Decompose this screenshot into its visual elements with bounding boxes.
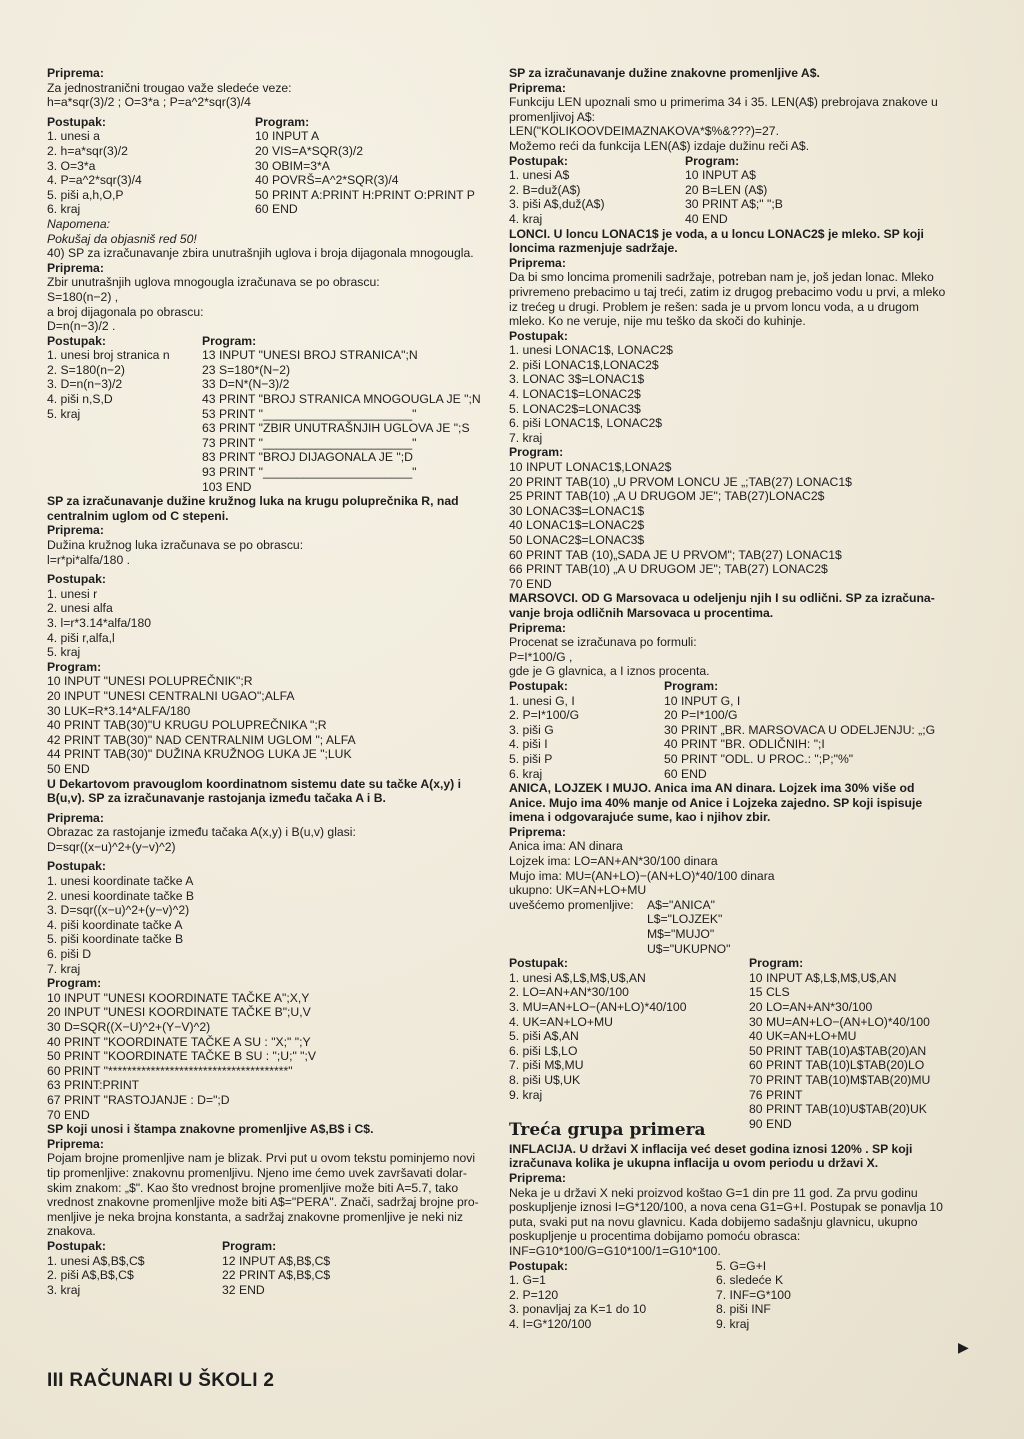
text-line: promenljivoj A$: (509, 109, 596, 124)
text-line: h=a*sqr(3)/2 ; O=3*a ; P=a^2*sqr(3)/4 (47, 95, 251, 110)
left-cell: 1. unesi A$,B$,C$ (47, 1253, 145, 1268)
left-cell: 2. h=a*sqr(3)/2 (47, 143, 128, 158)
left-cell: 4. kraj (509, 211, 543, 226)
left-cell: 5. piši P (509, 751, 553, 766)
two-column-row (47, 1239, 491, 1254)
left-column (47, 66, 491, 1297)
two-column-row (509, 694, 957, 709)
right-cell: 32 END (222, 1282, 265, 1297)
right-cell: 63 PRINT "ZBIR UNUTRAŠNJIH UGLOVA JE ";S (202, 421, 470, 436)
two-column-row (47, 173, 491, 188)
text-line: 7. kraj (509, 430, 543, 445)
text-line: 10 INPUT "UNESI KOORDINATE TAČKE A";X,Y (47, 990, 310, 1005)
text-line: a broj dijagonala po obrascu: (47, 304, 204, 319)
left-cell: 7. piši M$,MU (509, 1058, 584, 1073)
text-line: 3. l=r*3.14*alfa/180 (47, 615, 152, 630)
two-column-row (47, 1268, 491, 1283)
left-cell: 2. piši A$,B$,C$ (47, 1268, 134, 1283)
left-cell: 1. unesi A$,L$,M$,U$,AN (509, 970, 646, 985)
text-line: 60 PRINT TAB (10)„SADA JE U PRVOM"; TAB(27) LONAC1$ (509, 547, 842, 562)
paragraph: Pojam brojne promenljive nam je blizak. Prvi put u ovom tekstu pominjemo novi tip promenljive: znakovnu promenljivu. Njeno ime ćemo uvek završavati dolar-skim znakom: „$". Kao što vrednost brojne promenljive može biti A=5.7, tako vrednost znakovne promenljive može biti A$="PERA". Znači, sadržaj brojne pro-menljive je neka brojna konstanta, a sadržaj znakovne promenljive je neki niz znakova. (47, 1151, 479, 1239)
two-column-row (509, 1317, 957, 1332)
left-cell: 2. S=180(n−2) (47, 362, 125, 377)
two-column-row (509, 1116, 957, 1140)
two-column-row (509, 752, 957, 767)
two-column-row (509, 1088, 957, 1103)
two-column-row (509, 168, 957, 183)
text-line: 67 PRINT "RASTOJANJE : D=";D (47, 1092, 230, 1107)
two-column-row (509, 1102, 957, 1117)
bold-text-line: SP za izračunavanje dužine kružnog luka na krugu poluprečnika R, nad (47, 494, 459, 509)
text-line: 50 LONAC2$=LONAC3$ (509, 533, 645, 547)
right-cell: 90 END (749, 1116, 792, 1131)
right-cell: 30 PRINT „BR. MARSOVACA U ODELJENJU: „;G (664, 722, 936, 737)
right-cell: 22 PRINT A$,B$,C$ (222, 1268, 331, 1283)
two-column-row (509, 1015, 957, 1030)
text-line: 2. piši LONAC1$,LONAC2$ (509, 357, 659, 372)
right-cell: 40 END (685, 211, 728, 226)
text-line: Procenat se izračunava po formuli: (509, 635, 697, 650)
text-line: 10 INPUT "UNESI POLUPREČNIK";R (47, 674, 253, 689)
left-cell: 1. unesi G, I (509, 693, 575, 708)
text-line: 40 PRINT "KOORDINATE TAČKE A SU : "X;" ";Y (47, 1034, 311, 1049)
two-column-row (509, 956, 957, 971)
text-line: 70 END (47, 1107, 90, 1122)
right-cell: 60 END (255, 202, 298, 217)
bold-text-line: loncima razmenjuje sadržaje. (509, 241, 678, 256)
two-column-row (509, 212, 957, 227)
text-line: 44 PRINT TAB(30)" DUŽINA KRUŽNOG LUKA JE ";LUK (47, 747, 352, 762)
text-line: 25 PRINT TAB(10) „A U DRUGOM JE"; TAB(27)LONAC2$ (509, 489, 825, 504)
bold-text-line: Priprema: (47, 66, 104, 80)
text-line: 10 INPUT LONAC1$,LONA2$ (509, 460, 672, 475)
left-cell: 3. piši A$,duž(A$) (509, 197, 605, 212)
two-column-row (509, 723, 957, 738)
two-column-row (509, 1273, 957, 1288)
text-line: 70 END (509, 576, 552, 591)
right-cell: 30 OBIM=3*A (255, 158, 330, 173)
text-line: 2. unesi koordinate tačke B (47, 888, 195, 903)
right-cell: 6. sledeće K (716, 1273, 784, 1288)
text-line: 20 INPUT "UNESI CENTRALNI UGAO";ALFA (47, 688, 295, 703)
text-line: ukupno: UK=AN+LO+MU (509, 883, 647, 898)
right-cell: 50 PRINT A:PRINT H:PRINT O:PRINT P (255, 187, 475, 202)
right-cell: 40 POVRŠ=A^2*SQR(3)/4 (255, 173, 399, 188)
right-cell: Program: (202, 333, 257, 348)
right-cell: 40 PRINT "BR. ODLIČNIH: ";I (664, 737, 825, 752)
bold-text-line: B(u,v). SP za izračunavanje rastojanja između tačaka A i B. (47, 791, 386, 806)
bold-text-line: Postupak: (47, 859, 106, 874)
two-column-row (47, 115, 491, 130)
left-cell: 1. unesi a (47, 129, 100, 144)
right-cell: Program: (685, 153, 740, 168)
two-column-row (509, 708, 957, 723)
left-cell: uvešćemo promenljive: (509, 897, 634, 912)
bold-text-line: SP za izračunavanje dužine znakovne promenljive A$. (509, 66, 820, 80)
text-line: Funkciju LEN upoznali smo u primerima 34 i 35. LEN(A$) prebrojava znakove u (509, 95, 938, 110)
two-column-row (509, 767, 957, 782)
right-cell: 50 PRINT "ODL. U PROC.: ";P;"%" (664, 751, 854, 766)
text-line: Mujo ima: MU=(AN+LO)−(AN+LO)*40/100 dinara (509, 868, 775, 883)
text-line: Lojzek ima: LO=AN+AN*30/100 dinara (509, 854, 718, 869)
bold-text-line: Priprema: (509, 620, 566, 635)
left-cell: 6. kraj (47, 202, 81, 217)
bold-text-line: LONCI. U loncu LONAC1$ je voda, a u loncu LONAC2$ je mleko. SP koji (509, 226, 924, 241)
text-line: 6. piši D (47, 947, 92, 962)
left-cell: 6. kraj (509, 766, 543, 781)
left-cell: Postupak: (47, 114, 106, 129)
bold-text-line: Priprema: (47, 810, 104, 825)
right-cell: 10 INPUT A (255, 129, 320, 144)
left-cell: 3. piši G (509, 722, 554, 737)
left-cell: 2. P=120 (509, 1287, 559, 1302)
right-cell: 23 S=180*(N−2) (202, 362, 291, 377)
right-column (509, 66, 957, 1331)
right-cell: 20 VIS=A*SQR(3)/2 (255, 143, 364, 158)
right-cell: 30 PRINT A$;" ";B (685, 197, 783, 212)
bold-text-line: centralnim uglom od C stepeni. (47, 508, 229, 523)
bold-text-line: vanje broja odličnih Marsovaca u procentima. (509, 605, 774, 620)
text-line: 20 PRINT TAB(10) „U PRVOM LONCU JE „;TAB(27) LONAC1$ (509, 474, 852, 489)
page-footer: III RAČUNARI U ŠKOLI 2 (47, 1370, 275, 1391)
bold-text-line: Postupak: (47, 572, 106, 587)
left-cell: 6. piši L$,LO (509, 1043, 578, 1058)
left-cell: 8. piši U$,UK (509, 1072, 581, 1087)
two-column-row (47, 1283, 491, 1298)
two-column-row (47, 1254, 491, 1269)
bold-text-line: Priprema: (509, 1170, 566, 1185)
text-line: D=sqr((x−u)^2+(y−v)^2) (47, 839, 176, 854)
bold-text-line: Program: (47, 659, 102, 674)
two-column-row (47, 129, 491, 144)
two-column-row (509, 1044, 957, 1059)
text-line: 20 INPUT "UNESI KOORDINATE TAČKE B";U,V (47, 1005, 311, 1020)
next-page-arrow-icon: ▶ (958, 1339, 969, 1355)
right-cell: 7. INF=G*100 (716, 1287, 791, 1302)
right-cell: 40 UK=AN+LO+MU (749, 1029, 857, 1044)
right-cell: Program: (749, 956, 804, 971)
text-line: Možemo reći da funkcija LEN(A$) izdaje dužinu reči A$. (509, 138, 810, 153)
two-column-row (47, 202, 491, 217)
two-column-row (509, 679, 957, 694)
left-cell: Postupak: (509, 153, 568, 168)
two-column-row (47, 392, 491, 407)
text-line: 4. LONAC1$=LONAC2$ (509, 387, 641, 402)
two-column-row (509, 912, 957, 927)
two-column-row (509, 927, 957, 942)
two-column-row (47, 450, 491, 465)
left-cell: 3. kraj (47, 1282, 81, 1297)
right-cell: Program: (222, 1238, 277, 1253)
bold-text-line: Anice. Mujo ima 40% manje od Anice i Lojzeka zajedno. SP koji ispisuje (509, 795, 923, 810)
right-cell: 76 PRINT (749, 1087, 803, 1102)
left-cell: 3. MU=AN+LO−(AN+LO)*40/100 (509, 1000, 687, 1014)
text-line: 30 LUK=R*3.14*ALFA/180 (47, 703, 191, 718)
two-column-row (509, 898, 957, 913)
left-cell: 2. LO=AN+AN*30/100 (509, 985, 629, 1000)
right-cell: 5. G=G+I (716, 1258, 767, 1273)
right-cell: 20 P=I*100/G (664, 708, 738, 723)
right-cell: 8. piši INF (716, 1302, 771, 1317)
text-line: LEN("KOLIKOOVDEIMAZNAKOVA*$%&???)=27. (509, 124, 779, 139)
text-line: Zbir unutrašnjih uglova mnogougla izračunava se po obrascu: (47, 275, 380, 290)
text-line: Pokušaj da objasniš red 50! (47, 231, 197, 246)
bold-text-line: Priprema: (47, 1136, 104, 1151)
text-line: 63 PRINT:PRINT (47, 1078, 140, 1093)
left-cell: 5. piši A$,AN (509, 1029, 579, 1044)
bold-text-line: INFLACIJA. U državi X inflacija već deset godina iznosi 120% . SP koji (509, 1141, 913, 1156)
right-cell: L$="LOJZEK" (647, 912, 723, 927)
text-line: 5. piši koordinate tačke B (47, 932, 184, 947)
left-cell: Postupak: (509, 956, 568, 971)
two-column-row (47, 480, 491, 495)
text-line: 3. LONAC 3$=LONAC1$ (509, 372, 645, 387)
left-cell: Postupak: (509, 678, 568, 693)
right-cell: 12 INPUT A$,B$,C$ (222, 1253, 331, 1268)
two-column-row (47, 407, 491, 422)
left-cell: 4. I=G*120/100 (509, 1316, 592, 1331)
text-line: 3. D=sqr((x−u)^2+(y−v)^2) (47, 903, 190, 918)
right-cell: 93 PRINT "______________________" (202, 465, 417, 480)
left-cell: 4. piši n,S,D (47, 392, 113, 407)
text-line: 5. kraj (47, 645, 81, 660)
paragraph: Da bi smo loncima promenili sadržaje, potreban nam je, još jedan lonac. Mleko privremeno prebacimo u taj treći, zatim iz drugog prebacimo vodu u prvi, a mleko iz trećeg u drugi. Problem je rešen: sada je u prvom loncu voda, a u drugom mleko. Ko ne veruje, nije mu teško da skoči do kuhinje. (509, 270, 946, 329)
right-cell: 83 PRINT "BROJ DIJAGONALA JE ";D (202, 450, 413, 465)
two-column-row (509, 1029, 957, 1044)
text-line: Za jednostranični trougao važe sledeće veze: (47, 80, 292, 95)
right-cell: 30 MU=AN+LO−(AN+LO)*40/100 (749, 1014, 930, 1029)
two-column-row (509, 1073, 957, 1088)
text-line: 60 PRINT "**************************************" (47, 1063, 293, 1078)
bold-text-line: MARSOVCI. OD G Marsovaca u odeljenju njih I su odlični. SP za izračuna- (509, 591, 935, 606)
left-cell: 5. piši a,h,O,P (47, 187, 124, 202)
left-cell: Postupak: (47, 1238, 106, 1253)
left-cell: Postupak: (509, 1258, 568, 1273)
bold-text-line: SP koji unosi i štampa znakovne promenljive A$,B$ i C$. (47, 1122, 374, 1137)
right-cell: 13 INPUT "UNESI BROJ STRANICA";N (202, 348, 418, 363)
right-cell: M$="MUJO" (647, 927, 715, 942)
two-column-row (47, 159, 491, 174)
text-line: Obrazac za rastojanje između tačaka A(x,y) i B(u,v) glasi: (47, 825, 356, 840)
text-line: 42 PRINT TAB(30)" NAD CENTRALNIM UGLOM "; ALFA (47, 732, 356, 747)
right-cell: 53 PRINT "______________________" (202, 406, 417, 421)
left-cell: 4. UK=AN+LO+MU (509, 1014, 613, 1029)
text-line: 4. piši r,alfa,l (47, 630, 115, 645)
left-cell: 3. D=n(n−3)/2 (47, 377, 123, 392)
two-column-row (47, 377, 491, 392)
right-cell: 70 PRINT TAB(10)M$TAB(20)MU (749, 1072, 931, 1087)
two-column-row (509, 1058, 957, 1073)
left-cell: 1. unesi A$ (509, 168, 570, 183)
two-column-row (509, 154, 957, 169)
two-column-row (47, 334, 491, 349)
two-column-row (47, 465, 491, 480)
text-line: 5. LONAC2$=LONAC3$ (509, 401, 641, 416)
text-line: 1. unesi koordinate tačke A (47, 874, 194, 889)
two-column-row (47, 436, 491, 451)
two-column-row (509, 1288, 957, 1303)
left-cell: 1. unesi broj stranica n (47, 348, 170, 363)
two-column-row (509, 1259, 957, 1274)
bold-text-line: Program: (47, 976, 102, 991)
text-line: P=I*100/G , (509, 649, 573, 664)
text-line: Napomena: (47, 216, 111, 231)
two-column-row (509, 1000, 957, 1015)
two-column-row (47, 348, 491, 363)
left-cell: 3. ponavljaj za K=1 do 10 (509, 1302, 647, 1317)
text-line: 50 PRINT "KOORDINATE TAČKE B SU : ";U;" ";V (47, 1049, 317, 1064)
paragraph: Neka je u državi X neki proizvod koštao G=1 din pre 11 god. Za prvu godinu poskupljenje iznosi I=G*120/100, a nova cena G1=G+I. Postupak se ponavlja 10 puta, svaki put na novu glavnicu. Kada dobijemo sadašnju glavnicu, ukupno poskupljenje u procentima dobijamo pomoću obrasca: (509, 1185, 943, 1244)
bold-text-line: Priprema: (47, 523, 104, 538)
right-cell: 20 B=LEN (A$) (685, 182, 768, 197)
text-line: 1. unesi r (47, 586, 98, 601)
text-line: l=r*pi*alfa/180 . (47, 552, 130, 567)
text-line: gde je G glavnica, a I iznos procenta. (509, 664, 710, 679)
right-cell: 50 PRINT TAB(10)A$TAB(20)AN (749, 1043, 927, 1058)
two-column-row (509, 183, 957, 198)
text-line: Dužina kružnog luka izračunava se po obrascu: (47, 538, 304, 552)
right-cell: 20 LO=AN+AN*30/100 (749, 1000, 873, 1014)
bold-text-line: Priprema: (509, 80, 566, 95)
right-cell: 33 D=N*(N−3)/2 (202, 377, 290, 392)
text-line: D=n(n−3)/2 . (47, 319, 116, 334)
right-cell: 15 CLS (749, 985, 790, 1000)
two-column-row (47, 144, 491, 159)
right-cell: A$="ANICA" (647, 897, 715, 912)
text-line: 1. unesi LONAC1$, LONAC2$ (509, 343, 673, 358)
bold-text-line: Program: (509, 445, 564, 460)
text-line: 6. piši LONAC1$, LONAC2$ (509, 416, 663, 431)
two-column-row (509, 197, 957, 212)
text-line: 40) SP za izračunavanje zbira unutrašnjih uglova i broja dijagonala mnogougla. (47, 246, 474, 261)
right-cell: 10 INPUT G, I (664, 693, 741, 708)
right-cell: Program: (664, 678, 719, 693)
bold-text-line: Priprema: (47, 260, 104, 275)
two-column-row (509, 1302, 957, 1317)
bold-text-line: izračunava kolika je ukupna inflacija u ovom periodu u državi X. (509, 1156, 879, 1171)
right-cell: 10 INPUT A$,L$,M$,U$,AN (749, 970, 897, 985)
left-cell: 2. P=I*100/G (509, 708, 580, 723)
two-column-row (509, 942, 957, 957)
two-column-row (47, 363, 491, 378)
left-cell: 4. P=a^2*sqr(3)/4 (47, 173, 142, 188)
bold-text-line: ANICA, LOJZEK I MUJO. Anica ima AN dinara. Lojzek ima 30% više od (509, 781, 915, 796)
text-line: 7. kraj (47, 961, 81, 976)
text-line: 40 LONAC1$=LONAC2$ (509, 518, 645, 533)
left-cell: 3. O=3*a (47, 158, 96, 173)
text-line: S=180(n−2) , (47, 289, 119, 304)
right-cell: 73 PRINT "______________________" (202, 435, 417, 450)
right-cell: 9. kraj (716, 1316, 750, 1331)
text-line: 2. unesi alfa (47, 601, 113, 616)
right-cell: 60 END (664, 766, 707, 781)
right-cell: 103 END (202, 479, 252, 494)
right-cell: 60 PRINT TAB(10)L$TAB(20)LO (749, 1058, 925, 1073)
two-column-row (47, 188, 491, 203)
text-line: INF=G10*100/G=G10*100/1=G10*100. (509, 1243, 721, 1258)
right-cell: 80 PRINT TAB(10)U$TAB(20)UK (749, 1102, 927, 1117)
two-column-row (47, 421, 491, 436)
two-column-row (509, 737, 957, 752)
left-cell: 9. kraj (509, 1087, 543, 1102)
left-cell: 5. kraj (47, 406, 81, 421)
text-line: 40 PRINT TAB(30)"U KRUGU POLUPREČNIKA ";R (47, 718, 327, 733)
text-line: 50 END (47, 761, 90, 776)
right-cell: Program: (255, 114, 310, 129)
section-heading: Treća grupa primera (509, 1119, 706, 1140)
text-line: Anica ima: AN dinara (509, 839, 623, 854)
left-cell: Postupak: (47, 333, 106, 348)
two-column-row (509, 971, 957, 986)
bold-text-line: Priprema: (509, 824, 566, 839)
text-line: 30 LONAC3$=LONAC1$ (509, 503, 645, 518)
bold-text-line: imena i odgovarajuće sume, kao i njihov zbir. (509, 810, 771, 825)
right-cell: U$="UKUPNO" (647, 941, 731, 956)
left-cell: 1. G=1 (509, 1273, 546, 1288)
two-column-row (509, 985, 957, 1000)
text-line: 66 PRINT TAB(10) „A U DRUGOM JE"; TAB(27) LONAC2$ (509, 562, 828, 577)
text-line: 4. piši koordinate tačke A (47, 917, 183, 932)
bold-text-line: Priprema: (509, 255, 566, 270)
left-cell: 2. B=duž(A$) (509, 182, 581, 197)
bold-text-line: U Dekartovom pravouglom koordinatnom sistemu date su tačke A(x,y) i (47, 776, 462, 791)
right-cell: 10 INPUT A$ (685, 168, 756, 183)
bold-text-line: Postupak: (509, 328, 568, 343)
right-cell: 43 PRINT "BROJ STRANICA MNOGOUGLA JE ";N (202, 392, 481, 407)
left-cell: 4. piši I (509, 737, 548, 752)
text-line: 30 D=SQR((X−U)^2+(Y−V)^2) (47, 1020, 211, 1034)
